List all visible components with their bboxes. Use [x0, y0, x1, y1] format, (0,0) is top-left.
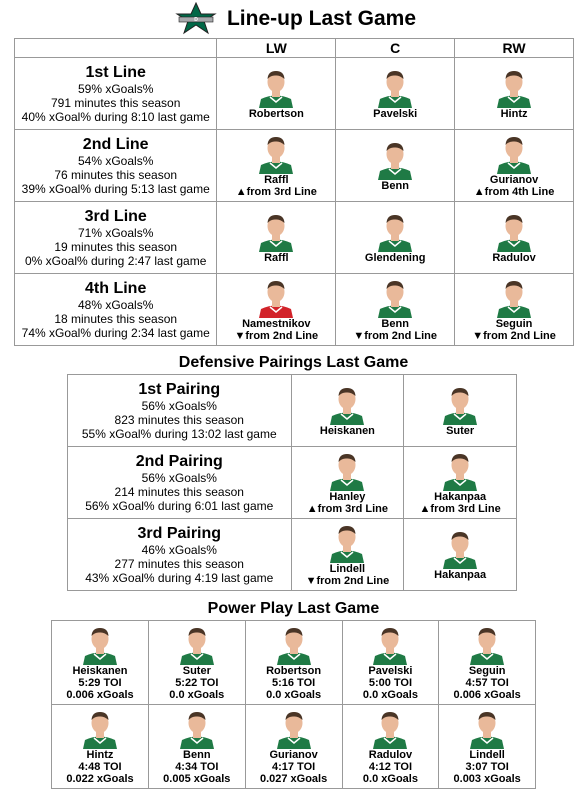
player-toi: 4:12 TOI [368, 761, 413, 773]
line-xgoals: 54% xGoals% [78, 153, 154, 168]
player-headshot-icon [327, 385, 367, 425]
svg-text:D: D [194, 17, 198, 24]
line-row [15, 202, 574, 274]
powerplay-player-cell [245, 621, 342, 705]
player-name: Robertson [266, 665, 322, 677]
powerplay-player-cell [245, 705, 342, 789]
player-cell [336, 58, 455, 130]
line-info [15, 58, 217, 130]
line-row [15, 58, 574, 130]
player-xgoals: 0.003 xGoals [453, 773, 521, 785]
line-xgoals: 59% xGoals% [78, 81, 154, 96]
player-name: Pavelski [368, 665, 413, 677]
player-headshot-icon [256, 134, 296, 174]
defense-section-title: Defensive Pairings Last Game [178, 354, 409, 371]
dallas-stars-logo-icon [171, 2, 221, 36]
player-headshot-icon [80, 709, 120, 749]
player-headshot-icon [177, 709, 217, 749]
player-name: Heiskanen [319, 425, 375, 437]
powerplay-player-cell [52, 705, 149, 789]
player-name: Benn [381, 180, 409, 192]
player-move-note: ▼from 2nd Line [472, 330, 556, 342]
player-cell [336, 274, 455, 346]
line-name: 4th Line [85, 279, 147, 297]
player-move-note: ▲from 3rd Line [235, 186, 317, 198]
player-headshot-icon [327, 523, 367, 563]
player-headshot-icon [440, 451, 480, 491]
player-cell [291, 519, 404, 591]
player-xgoals: 0.027 xGoals [259, 773, 328, 785]
powerplay-player-cell [342, 705, 439, 789]
player-name: Robertson [248, 108, 304, 120]
player-headshot-icon [274, 625, 314, 665]
player-move-note: ▼from 2nd Line [353, 330, 437, 342]
pairing-minutes: 214 minutes this season [114, 484, 244, 499]
player-cell [291, 375, 404, 447]
player-name: Seguin [468, 665, 506, 677]
player-headshot-icon [494, 278, 534, 318]
title-row [0, 2, 587, 36]
player-toi: 4:57 TOI [465, 677, 509, 689]
line-last-game: 74% xGoal% during 2:34 last game [21, 325, 210, 340]
pairing-xgoals: 46% xGoals% [141, 542, 217, 557]
player-cell [217, 130, 336, 202]
player-headshot-icon [370, 709, 410, 749]
line-minutes: 18 minutes this season [54, 311, 178, 326]
player-name: Gurianov [489, 174, 539, 186]
player-name: Hintz [86, 749, 114, 761]
player-name: Lindell [469, 749, 505, 761]
powerplay-player-cell [148, 705, 245, 789]
player-headshot-icon [494, 134, 534, 174]
player-xgoals: 0.0 xGoals [266, 689, 322, 701]
line-name: 2nd Line [82, 135, 149, 153]
powerplay-table [51, 620, 536, 789]
page-title: Line-up Last Game [226, 7, 417, 30]
player-cell [217, 274, 336, 346]
player-headshot-icon [375, 212, 415, 252]
player-headshot-icon [80, 625, 120, 665]
player-toi: 5:22 TOI [175, 677, 219, 689]
pairing-info [68, 447, 292, 519]
column-header-rw: RW [455, 39, 574, 58]
player-name: Glendening [364, 252, 426, 264]
pairing-last-game: 43% xGoal% during 4:19 last game [85, 570, 274, 585]
player-headshot-icon [375, 68, 415, 108]
player-name: Heiskanen [72, 665, 128, 677]
line-info [15, 274, 217, 346]
pairing-last-game: 55% xGoal% during 13:02 last game [81, 426, 277, 441]
player-toi: 3:07 TOI [465, 761, 509, 773]
player-name: Hintz [500, 108, 528, 120]
player-toi: 4:17 TOI [271, 761, 316, 773]
player-name: Gurianov [269, 749, 318, 761]
defense-pairings-table [67, 374, 517, 591]
player-xgoals: 0.005 xGoals [163, 773, 231, 785]
player-name: Suter [446, 425, 475, 437]
pairing-minutes: 823 minutes this season [114, 412, 244, 427]
powerplay-section-title: Power Play Last Game [207, 600, 380, 617]
player-headshot-icon [375, 278, 415, 318]
pairing-info [68, 519, 292, 591]
player-name: Namestnikov [242, 318, 311, 330]
player-move-note: ▲from 3rd Line [306, 503, 388, 515]
line-minutes: 76 minutes this season [54, 167, 178, 182]
pairing-name: 3rd Pairing [137, 524, 222, 542]
powerplay-row [52, 621, 536, 705]
player-xgoals: 0.0 xGoals [362, 689, 418, 701]
line-minutes: 791 minutes this season [50, 95, 181, 110]
player-xgoals: 0.006 xGoals [453, 689, 521, 701]
player-headshot-icon [177, 625, 217, 665]
line-row [15, 130, 574, 202]
player-cell [455, 58, 574, 130]
player-headshot-icon [274, 709, 314, 749]
player-toi: 5:00 TOI [368, 677, 413, 689]
player-headshot-icon [494, 212, 534, 252]
player-move-note: ▼from 2nd Line [234, 330, 319, 342]
line-xgoals: 48% xGoals% [78, 297, 154, 312]
player-cell [291, 447, 404, 519]
player-headshot-icon [467, 709, 507, 749]
pairing-info [68, 375, 292, 447]
line-row [15, 274, 574, 346]
player-cell [455, 274, 574, 346]
player-headshot-icon [327, 451, 367, 491]
pairing-row [68, 447, 517, 519]
forward-lines-table [14, 38, 574, 346]
player-toi: 4:34 TOI [175, 761, 219, 773]
player-toi: 5:16 TOI [271, 677, 316, 689]
player-move-note: ▲from 4th Line [473, 186, 555, 198]
player-cell [455, 130, 574, 202]
line-info [15, 130, 217, 202]
line-last-game: 40% xGoal% during 8:10 last game [21, 109, 210, 124]
player-headshot-icon [256, 212, 296, 252]
player-headshot-icon [467, 625, 507, 665]
player-move-note: ▼from 2nd Line [305, 575, 390, 587]
pairing-minutes: 277 minutes this season [114, 556, 244, 571]
player-xgoals: 0.006 xGoals [66, 689, 134, 701]
pairing-name: 1st Pairing [138, 380, 221, 398]
powerplay-player-cell [148, 621, 245, 705]
player-cell [336, 202, 455, 274]
player-toi: 4:48 TOI [78, 761, 122, 773]
forward-header-row [15, 39, 574, 58]
player-xgoals: 0.0 xGoals [362, 773, 418, 785]
player-name: Raffl [264, 252, 289, 264]
player-move-note: ▲from 3rd Line [419, 503, 501, 515]
powerplay-row [52, 705, 536, 789]
player-name: Radulov [492, 252, 536, 264]
powerplay-player-cell [342, 621, 439, 705]
player-cell [404, 519, 517, 591]
line-name: 1st Line [85, 63, 146, 81]
line-minutes: 19 minutes this season [54, 239, 178, 254]
player-cell [404, 375, 517, 447]
player-cell [217, 202, 336, 274]
player-cell [336, 130, 455, 202]
player-headshot-icon [440, 529, 480, 569]
line-name: 3rd Line [84, 207, 147, 225]
player-toi: 5:29 TOI [78, 677, 122, 689]
player-name: Seguin [495, 318, 533, 330]
player-name: Pavelski [373, 108, 418, 120]
player-headshot-icon [494, 68, 534, 108]
pairing-xgoals: 56% xGoals% [141, 470, 217, 485]
header-blank [15, 39, 217, 58]
pairing-name: 2nd Pairing [135, 452, 223, 470]
player-name: Benn [183, 749, 211, 761]
player-name: Hakanpaa [434, 491, 487, 503]
player-headshot-icon [256, 278, 296, 318]
player-name: Lindell [329, 563, 366, 575]
player-cell [455, 202, 574, 274]
player-xgoals: 0.022 xGoals [66, 773, 134, 785]
player-headshot-icon [370, 625, 410, 665]
player-name: Benn [381, 318, 409, 330]
player-cell [217, 58, 336, 130]
line-info [15, 202, 217, 274]
pairing-row [68, 375, 517, 447]
player-headshot-icon [440, 385, 480, 425]
powerplay-player-cell [439, 705, 536, 789]
player-name: Hakanpaa [434, 569, 487, 581]
pairing-xgoals: 56% xGoals% [141, 398, 217, 413]
player-name: Raffl [264, 174, 289, 186]
player-xgoals: 0.0 xGoals [169, 689, 225, 701]
column-header-c: C [336, 39, 455, 58]
column-header-lw: LW [217, 39, 336, 58]
player-headshot-icon [375, 140, 415, 180]
pairing-last-game: 56% xGoal% during 6:01 last game [85, 498, 274, 513]
player-cell [404, 447, 517, 519]
line-last-game: 0% xGoal% during 2:47 last game [24, 253, 207, 268]
player-name: Suter [182, 665, 211, 677]
player-name: Radulov [368, 749, 413, 761]
powerplay-player-cell [439, 621, 536, 705]
line-xgoals: 71% xGoals% [78, 225, 154, 240]
powerplay-player-cell [52, 621, 149, 705]
player-headshot-icon [256, 68, 296, 108]
line-last-game: 39% xGoal% during 5:13 last game [21, 181, 210, 196]
player-name: Hanley [329, 491, 366, 503]
pairing-row [68, 519, 517, 591]
